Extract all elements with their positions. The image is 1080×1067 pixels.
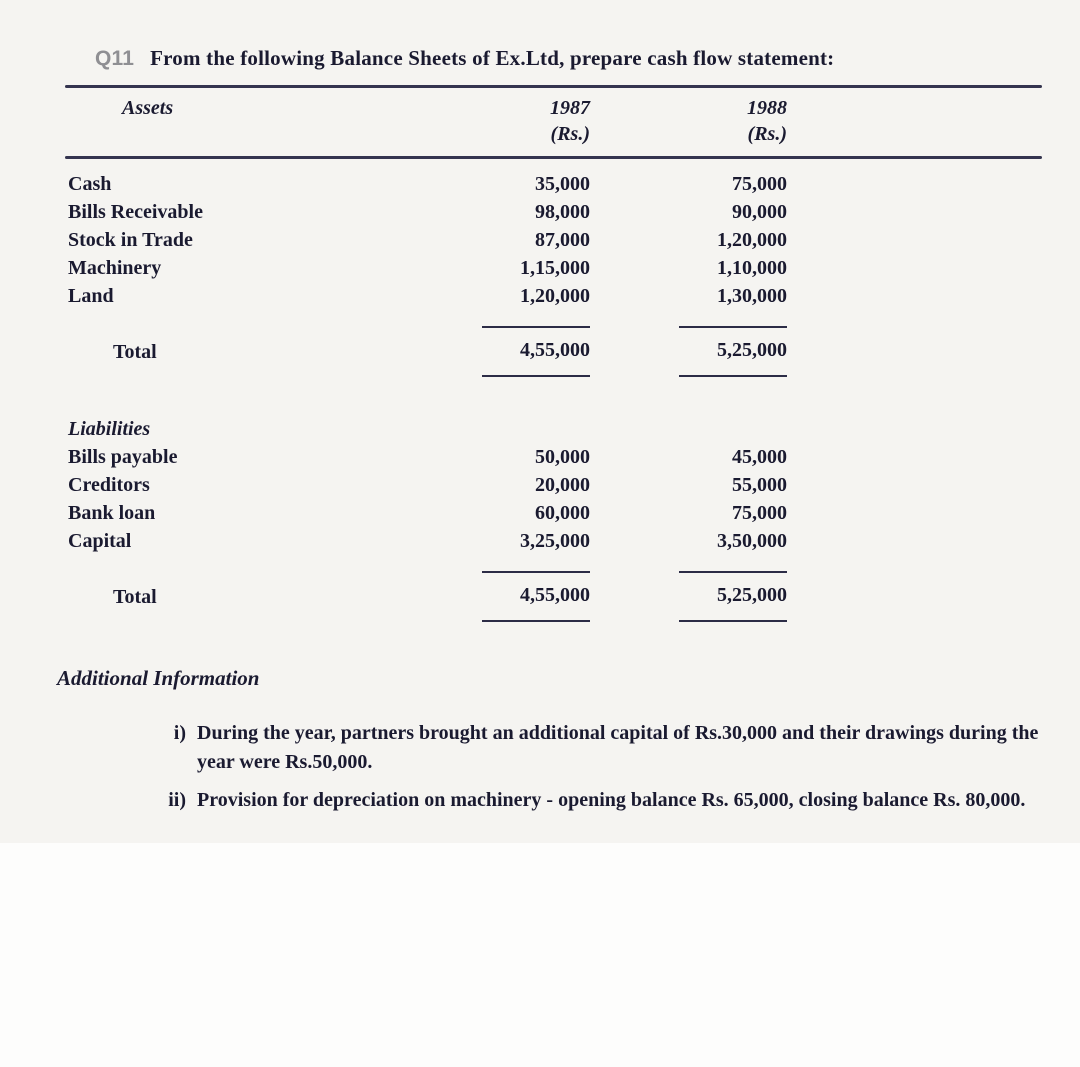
total-rule-below [679,375,787,377]
additional-information-list [152,719,1054,815]
column-header-assets: Assets [122,97,174,119]
value-1987: 1,15,000 [520,257,590,279]
value-1988: 1,20,000 [717,229,787,251]
row-label: Stock in Trade [68,229,193,251]
value-1988: 75,000 [732,502,787,524]
horizontal-rule-top [65,85,1042,88]
question-title: From the following Balance Sheets of Ex.Ltd, prepare cash flow statement: [150,46,835,70]
total-label: Total [113,585,157,608]
value-1988: 90,000 [732,201,787,223]
value-1988: 3,50,000 [717,530,787,552]
table-row [0,170,1080,198]
row-label: Bills Receivable [68,201,203,223]
table-row [0,471,1080,499]
table-row [0,443,1080,471]
table-row [0,254,1080,282]
row-label: Machinery [68,257,162,279]
horizontal-rule-header [65,156,1042,159]
column-header-1988 [590,95,787,147]
total-label: Total [113,340,157,363]
value-1988: 1,30,000 [717,285,787,307]
row-label: Bills payable [68,446,178,468]
total-rule-below [482,375,590,377]
rs-label-1987: (Rs.) [550,123,590,145]
value-1987: 50,000 [535,446,590,468]
row-label: Capital [68,530,132,552]
table-header-row [0,95,1080,147]
year-1988-label: 1988 [747,97,787,119]
value-1987: 20,000 [535,474,590,496]
value-1988: 45,000 [732,446,787,468]
list-item [152,786,1054,815]
list-item [152,719,1054,777]
liabilities-total-row [0,571,1080,622]
total-rule-below [679,620,787,622]
value-1987: 98,000 [535,201,590,223]
table-row [0,282,1080,310]
list-item-marker: ii) [168,789,186,811]
question-number: Q11 [95,47,135,70]
assets-total-row [0,326,1080,377]
value-1987: 87,000 [535,229,590,251]
assets-total-1988 [590,326,787,377]
list-item-text: During the year, partners brought an additional capital of Rs.30,000 and their drawings during the year were Rs.50,000. [197,722,1039,773]
value-1987: 1,20,000 [520,285,590,307]
total-rule-above [679,326,787,328]
assets-total-1987 [420,326,590,377]
table-row [0,226,1080,254]
value-1988: 55,000 [732,474,787,496]
table-row [0,198,1080,226]
liabilities-heading: Liabilities [68,418,151,440]
total-rule-above [679,571,787,573]
column-header-1987 [420,95,590,147]
total-value-1988: 5,25,000 [717,339,787,361]
liabilities-rows [0,443,1080,555]
table-row [0,527,1080,555]
total-rule-above [482,326,590,328]
list-item-marker: i) [173,722,186,744]
total-rule-above [482,571,590,573]
list-item-text: Provision for depreciation on machinery - opening balance Rs. 65,000, closing balance Rs. 80,000. [197,789,1026,811]
value-1988: 75,000 [732,173,787,195]
assets-rows [0,170,1080,310]
row-label: Bank loan [68,502,156,524]
row-label: Creditors [68,474,150,496]
total-value-1987: 4,55,000 [520,339,590,361]
liabilities-total-1988 [590,571,787,622]
value-1987: 3,25,000 [520,530,590,552]
total-rule-below [482,620,590,622]
value-1987: 35,000 [535,173,590,195]
value-1988: 1,10,000 [717,257,787,279]
liabilities-total-1987 [420,571,590,622]
row-label: Cash [68,173,112,195]
additional-information-heading: Additional Information [57,666,260,690]
rs-label-1988: (Rs.) [747,123,787,145]
question-title-row [0,0,1080,71]
total-value-1987: 4,55,000 [520,584,590,606]
year-1987-label: 1987 [550,97,590,119]
row-label: Land [68,285,114,307]
total-value-1988: 5,25,000 [717,584,787,606]
table-row [0,499,1080,527]
value-1987: 60,000 [535,502,590,524]
